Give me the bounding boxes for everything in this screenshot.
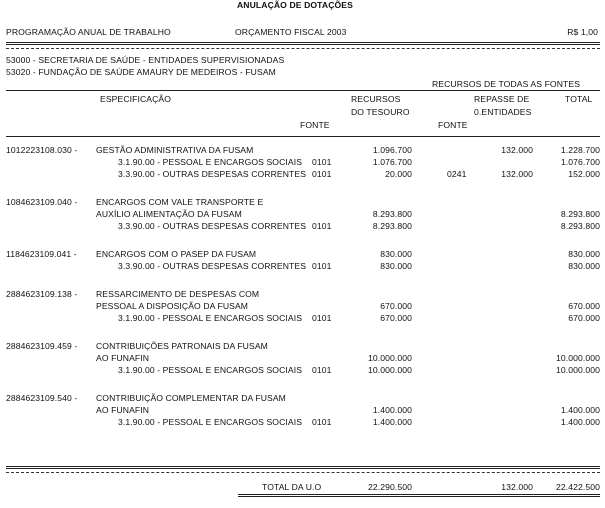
- row-total: 8.293.800: [560, 209, 600, 219]
- row-fonte: 0101: [312, 365, 332, 375]
- row-description: 3.1.90.00 - PESSOAL E ENCARGOS SOCIAIS: [118, 417, 303, 427]
- row-tesouro: 1.076.700: [372, 157, 412, 167]
- column-total: TOTAL: [565, 94, 593, 104]
- org-fusam: 53020 - FUNDAÇÃO DE SAÚDE AMAURY DE MEDEIROS - FUSAM: [6, 67, 276, 77]
- row-description: 3.1.90.00 - PESSOAL E ENCARGOS SOCIAIS: [118, 313, 303, 323]
- row-fonte: 0101: [312, 261, 332, 271]
- total-bottom-rule: [238, 494, 600, 497]
- row-total: 152.000: [568, 169, 600, 179]
- row-total: 1.400.000: [560, 417, 600, 427]
- row-description: 3.3.90.00 - OUTRAS DESPESAS CORRENTES: [118, 221, 307, 231]
- row-total: 670.000: [568, 313, 600, 323]
- row-tesouro: 670.000: [380, 313, 412, 323]
- row-code: 2884623109.138 -: [6, 289, 78, 299]
- row-tesouro: 1.096.700: [372, 145, 412, 155]
- total-dash-rule: [6, 472, 600, 473]
- row-fonte: 0101: [312, 313, 332, 323]
- row-total: 1.228.700: [560, 145, 600, 155]
- header-dash-rule: [6, 48, 600, 49]
- column-tesouro-1: RECURSOS: [351, 94, 401, 104]
- row-description: AO FUNAFIN: [96, 405, 150, 415]
- row-code: 1184623109.041 -: [6, 249, 77, 259]
- row-tesouro: 20.000: [385, 169, 412, 179]
- row-total: 1.400.000: [560, 405, 600, 415]
- row-fonte: 0101: [312, 157, 332, 167]
- row-total: 10.000.000: [555, 365, 600, 375]
- program-label: PROGRAMAÇÃO ANUAL DE TRABALHO: [6, 27, 171, 37]
- row-tesouro: 830.000: [380, 261, 412, 271]
- row-description: 3.1.90.00 - PESSOAL E ENCARGOS SOCIAIS: [118, 157, 303, 167]
- row-tesouro: 8.293.800: [372, 221, 412, 231]
- row-tesouro: 10.000.000: [367, 365, 412, 375]
- row-tesouro: 8.293.800: [372, 209, 412, 219]
- row-tesouro: 1.400.000: [372, 417, 412, 427]
- row-total: 1.076.700: [560, 157, 600, 167]
- column-repasse-1: REPASSE DE: [474, 94, 530, 104]
- row-total: 8.293.800: [560, 221, 600, 231]
- row-description: 3.1.90.00 - PESSOAL E ENCARGOS SOCIAIS: [118, 365, 303, 375]
- row-repasse: 132.000: [501, 145, 533, 155]
- column-spec: ESPECIFICAÇÃO: [100, 94, 172, 104]
- row-description: 3.3.90.00 - OUTRAS DESPESAS CORRENTES: [118, 261, 307, 271]
- total-double-rule: [6, 466, 600, 469]
- row-code: 1012223108.030 -: [6, 145, 78, 155]
- total-total: 22.422.500: [555, 482, 600, 492]
- row-description: PESSOAL A DISPOSIÇÃO DA FUSAM: [96, 301, 249, 311]
- row-fonte-2: 0241: [447, 169, 467, 179]
- budget-label: ORÇAMENTO FISCAL 2003: [235, 27, 347, 37]
- total-tesouro: 22.290.500: [367, 482, 412, 492]
- row-tesouro: 830.000: [380, 249, 412, 259]
- row-code: 2884623109.459 -: [6, 341, 78, 351]
- row-description: RESSARCIMENTO DE DESPESAS COM: [96, 289, 260, 299]
- column-fonte: FONTE: [300, 120, 330, 130]
- row-total: 830.000: [568, 261, 600, 271]
- row-repasse: 132.000: [501, 169, 533, 179]
- header-rule: [6, 90, 600, 91]
- row-description: 3.3.90.00 - OUTRAS DESPESAS CORRENTES: [118, 169, 307, 179]
- row-fonte: 0101: [312, 169, 332, 179]
- row-total: 670.000: [568, 301, 600, 311]
- column-tesouro-2: DO TESOURO: [351, 107, 410, 117]
- column-group-header: RECURSOS DE TODAS AS FONTES: [432, 79, 581, 89]
- row-tesouro: 670.000: [380, 301, 412, 311]
- column-rule: [6, 136, 600, 137]
- column-fonte-2: FONTE: [438, 120, 468, 130]
- total-repasse: 132.000: [501, 482, 533, 492]
- row-description: CONTRIBUIÇÕES PATRONAIS DA FUSAM: [96, 341, 268, 351]
- org-secretaria: 53000 - SECRETARIA DE SAÚDE - ENTIDADES SUPERVISIONADAS: [6, 55, 285, 65]
- row-description: ENCARGOS COM VALE TRANSPORTE E: [96, 197, 264, 207]
- column-repasse-2: 0.ENTIDADES: [474, 107, 532, 117]
- row-description: AUXÍLIO ALIMENTAÇÃO DA FUSAM: [96, 209, 242, 219]
- row-total: 10.000.000: [555, 353, 600, 363]
- row-code: 1084623109.040 -: [6, 197, 78, 207]
- row-description: CONTRIBUIÇÃO COMPLEMENTAR DA FUSAM: [96, 393, 286, 403]
- row-fonte: 0101: [312, 417, 332, 427]
- document-title: ANULAÇÃO DE DOTAÇÕES: [237, 0, 353, 10]
- row-total: 830.000: [568, 249, 600, 259]
- total-label: TOTAL DA U.O: [262, 482, 322, 492]
- row-tesouro: 10.000.000: [367, 353, 412, 363]
- row-fonte: 0101: [312, 221, 332, 231]
- row-description: ENCARGOS COM O PASEP DA FUSAM: [96, 249, 257, 259]
- currency-label: R$ 1,00: [567, 27, 598, 37]
- row-description: AO FUNAFIN: [96, 353, 150, 363]
- row-tesouro: 1.400.000: [372, 405, 412, 415]
- header-double-rule: [6, 42, 600, 45]
- row-description: GESTÃO ADMINISTRATIVA DA FUSAM: [96, 145, 254, 155]
- row-code: 2884623109.540 -: [6, 393, 78, 403]
